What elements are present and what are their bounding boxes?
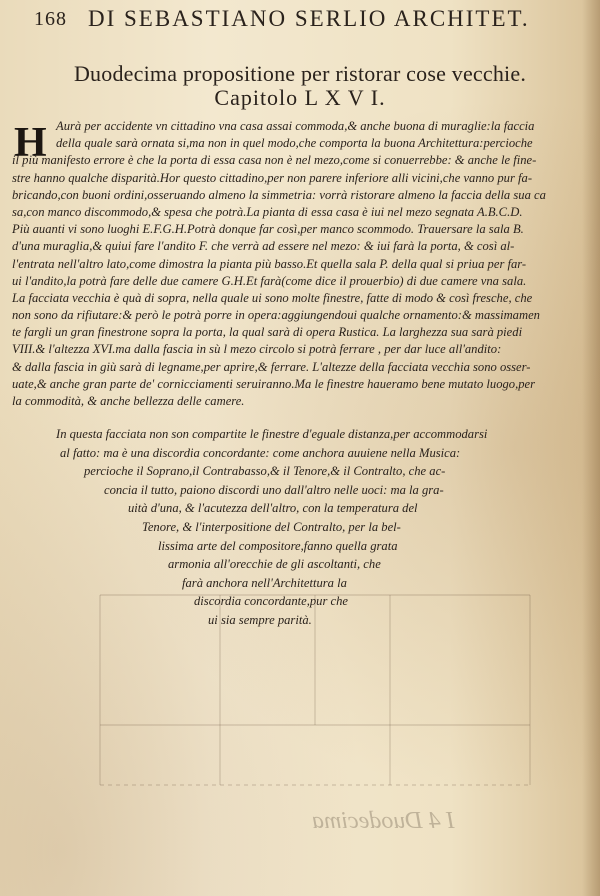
text-line: concia il tutto, paiono discordi uno dall'altro nelle uoci: ma la gra- [104,482,444,497]
text-line: la commodità, & anche bellezza delle camere. [12,394,245,408]
text-line: VIII.& l'altezza XVI.ma dalla fascia in sù l mezo circolo si potrà ferrare , per dar luce all'andito: [12,342,502,357]
text-line: bricando,con buoni ordini,osseruando almeno la simmetria: vorrà ristorare almeno la faccia della sua ca [12,187,546,202]
text-line: Aurà per accidente vn cittadino vna casa assai commoda,& anche buona di muraglie:la faccia [56,119,535,133]
text-line: farà anchora nell'Architettura la [182,575,347,590]
text-line: Più auanti vi sono luoghi E.F.G.H.Potrà donque far così,per manco scommodo. Trauersare la sala B. [12,222,524,237]
text-line: stre hanno qualche disparità.Hor questo cittadino,per non parere inferiore alli vicini,che vanno pur fa- [12,170,533,185]
text-line: al fatto: ma è una discordia concordante: come anchora auuiene nella Musica: [60,445,461,460]
text-line: discordia concordante,pur che [194,594,349,609]
chapter-title: Duodecima propositione per ristorar cose vecchie. [73,61,527,86]
text-line: Tenore, & l'interpositione del Contralto, per la bel- [142,519,401,534]
text-line: ui l'andito,la potrà fare delle due camere G.H.Et farà(come dice il prouerbio) di due camere vna sala. [12,273,527,288]
running-head-title: DI SEBASTIANO SERLIO ARCHITET. [88,6,530,31]
text-line: non sono da rifiutare:& però le potrà porre in opera:aggiungendoui qualche ornamento:& massimamen [12,308,540,323]
text-line: In questa facciata non son compartite le finestre d'eguale distanza,per accommodarsi [56,427,488,441]
text-line: percioche il Soprano,il Contrabasso,& il Tenore,& il Contralto, che ac- [84,464,446,479]
plan-drawing [70,575,570,805]
faint-show-through-plan [70,575,570,805]
text-line: il più manifesto errore è che la porta di essa casa non è nel mezo,come si conuerrebbe: & anche le fine- [12,153,537,168]
show-through-catchword: I 4 Duodecima [312,808,455,834]
text-line: ui sia sempre parità. [208,612,312,627]
text-line: d'una muraglia,& quiui fare l'andito F. che verrà ad essere nel mezo: & iui farà la porta, & così al- [12,239,515,254]
text-line: sa,con manco discommodo,& spesa che potrà.La pianta di essa casa è iui nel mezo segnata A.B.C.D. [12,204,523,219]
page-number: 168 [34,8,67,30]
text-line: te fargli un gran finestrone sopra la porta, la qual sarà di opera Rustica. La larghezza sua sarà piedi [12,325,523,340]
text-line: l'entrata nell'altro lato,come dimostra la pianta più basso.Et quella sala P. della qual si priua per far- [12,256,527,271]
text-line: & dalla fascia in giù sarà di legname,per aprire,& ferrare. L'altezze della facciata vecchia sono osser- [12,359,531,374]
text-line: armonia all'orecchie de gli ascoltanti, che [168,557,381,572]
chapter-number: Capitolo L X V I. [214,85,386,110]
drop-cap: H [14,120,47,166]
running-head [34,4,594,32]
text-line: lissima arte del compositore,fanno quella grata [158,538,398,553]
text-line: La facciata vecchia è quà di sopra, nella quale ui sono molte finestre, fatte di modo & così fresche, che [12,290,533,305]
text-line: della quale sarà ornata si,ma non in quel modo,che comporta la buona Architettura:percioche [56,136,533,151]
body-paragraph [12,118,560,410]
text-line: uità d'una, & l'acutezza dell'altro, con la temperatura del [128,501,418,516]
text-line: uate,& anche gran parte de' cornicciamenti seruiranno.Ma le finestre haueramo bene mutato luogo,per [12,376,536,391]
